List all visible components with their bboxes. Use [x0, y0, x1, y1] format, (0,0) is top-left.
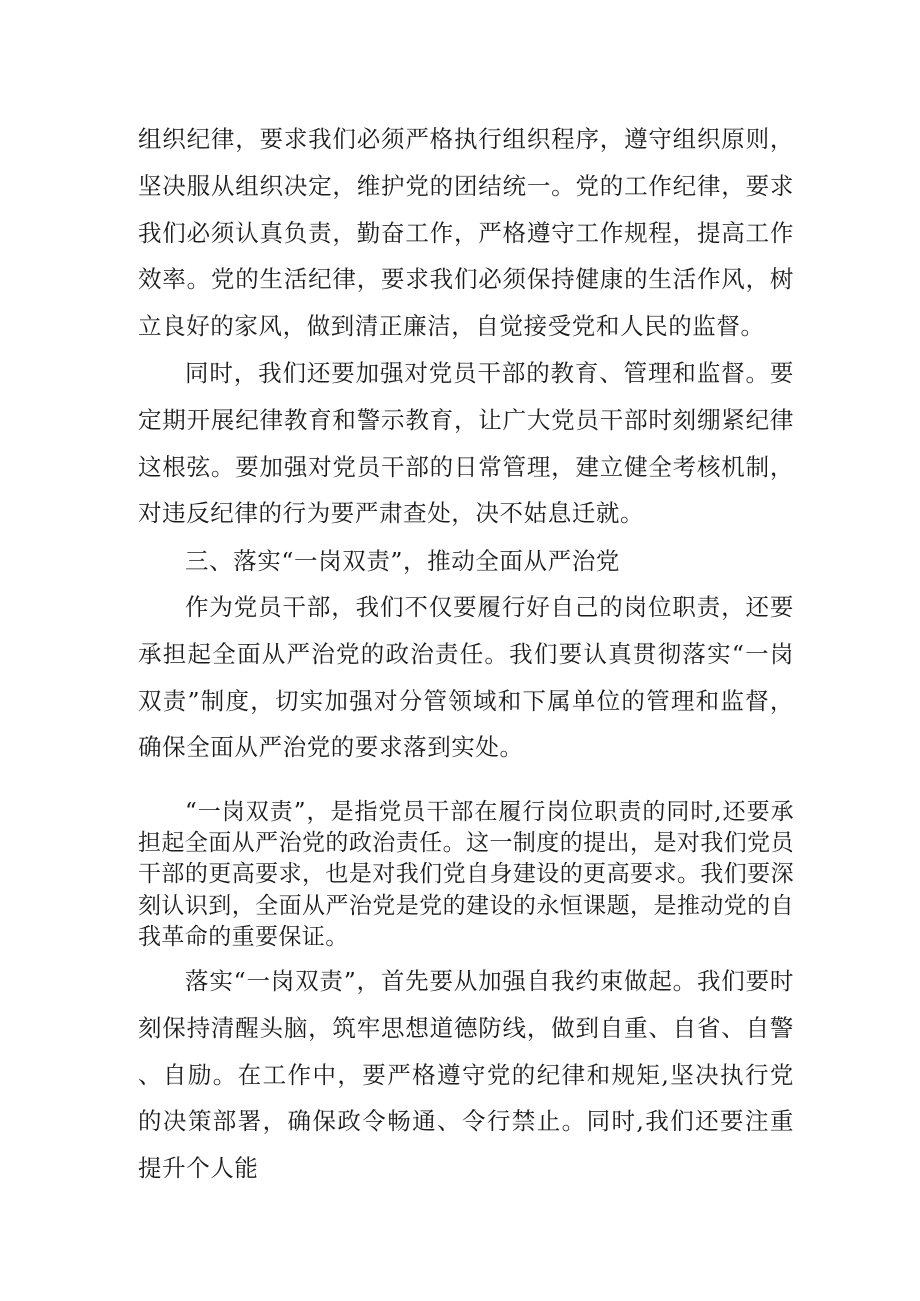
paragraph-party-cadre-duty: 作为党员干部，我们不仅要履行好自己的岗位职责，还要承担起全面从严治党的政治责任。我们要认真贯彻落实“一岗双责”制度，切实加强对分管领域和下属单位的管理和监督，确保全面从严治党的要求落到实处。 — [138, 593, 794, 762]
paragraph-one-post-two-duties: “一岗双责”，是指党员干部在履行岗位职责的同时,还要承担起全面从严治党的政治责任。这一制度的提出，是对我们党员干部的更高要求，也是对我们党自身建设的更高要求。我们要深刻认识到，全面从严治党是党的建设的永恒课题，是推动党的自我革命的重要保证。 — [138, 799, 794, 950]
paragraph-education-management: 同时，我们还要加强对党员干部的教育、管理和监督。要定期开展纪律教育和警示教育，让广大党员干部时刻绷紧纪律这根弦。要加强对党员干部的日常管理，建立健全考核机制，对违反纪律的行为要严肃查处，决不姑息迁就。 — [138, 359, 794, 528]
section-heading-three: 三、落实“一岗双责”，推动全面从严治党 — [185, 547, 620, 575]
paragraph-self-discipline: 落实“一岗双责”，首先要从加强自我约束做起。我们要时刻保持清醒头脑，筑牢思想道德防线，做到自重、自省、自警、自励。在工作中，要严格遵守党的纪律和规矩,坚决执行党的决策部署，确保政令畅通、令行禁止。同时,我们还要注重提升个人能 — [138, 967, 794, 1183]
paragraph-organization-discipline: 组织纪律，要求我们必须严格执行组织程序，遵守组织原则，坚决服从组织决定，维护党的团结统一。党的工作纪律，要求我们必须认真负责，勤奋工作，严格遵守工作规程，提高工作效率。党的生活纪律，要求我们必须保持健康的生活作风，树立良好的家风，做到清正廉洁，自觉接受党和人民的监督。 — [138, 125, 794, 341]
